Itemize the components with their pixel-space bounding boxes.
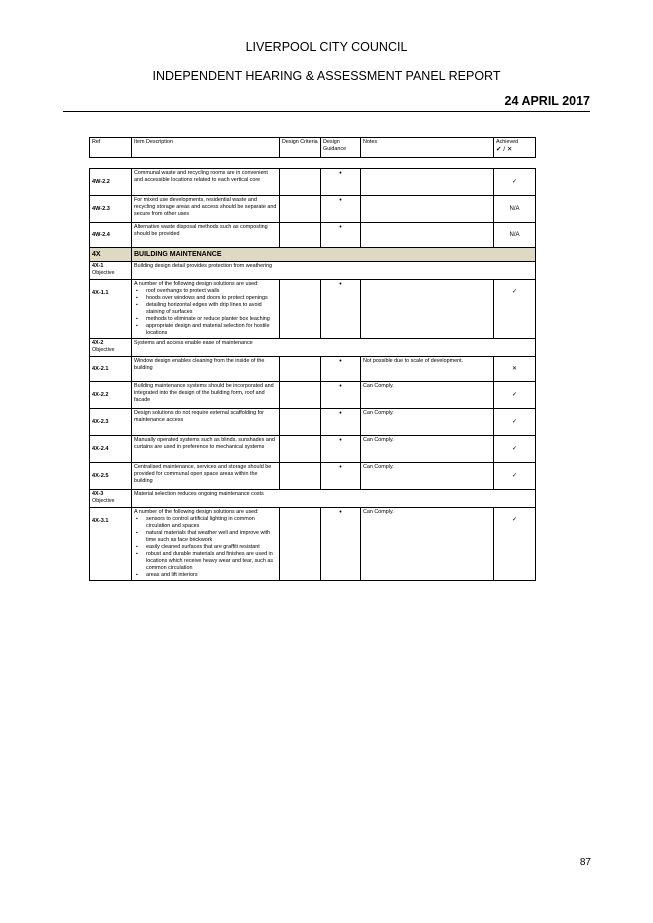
table-row	[90, 169, 536, 196]
list-item: ▪ roof overhangs to protect walls	[146, 288, 277, 295]
table-row	[90, 196, 536, 223]
row-achieved: ✓	[494, 169, 536, 196]
row-guidance-dot: •	[321, 463, 361, 490]
row-ref: 4X-1.1	[90, 280, 132, 339]
list-item: ▪ hoods over windows and doors to protect openings	[146, 295, 277, 302]
row-description-intro: A number of the following design solutions are used:	[134, 509, 259, 515]
objective-ref	[90, 262, 132, 280]
row-guidance-dot: •	[321, 409, 361, 436]
row-description	[132, 508, 280, 581]
row-ref: 4X-3.1	[90, 508, 132, 581]
objective-ref	[90, 339, 132, 357]
section-title: BUILDING MAINTENANCE	[132, 248, 536, 262]
design-solution-list	[134, 516, 277, 579]
column-header-row	[90, 138, 536, 158]
row-notes: Can Comply.	[361, 409, 494, 436]
row-criteria	[280, 382, 321, 409]
row-guidance-dot: •	[321, 436, 361, 463]
row-criteria	[280, 280, 321, 339]
row-ref: 4X-2.2	[90, 382, 132, 409]
row-description: Window design enables cleaning from the inside of the building	[132, 357, 280, 382]
row-achieved: ✓	[494, 463, 536, 490]
page-number: 87	[579, 857, 591, 868]
row-guidance-dot: •	[321, 223, 361, 248]
section-ref: 4X	[90, 248, 132, 262]
row-achieved: N/A	[494, 223, 536, 248]
row-notes: Can Comply.	[361, 463, 494, 490]
row-notes	[361, 223, 494, 248]
objective-ref-code: 4X-1	[92, 263, 104, 269]
row-criteria	[280, 463, 321, 490]
list-item: ▪ appropriate design and material selection for hostile locations	[146, 323, 277, 337]
list-item: ▪ detailing horizontal edges with drip lines to avoid staining of surfaces	[146, 302, 277, 316]
row-notes: Can Comply.	[361, 508, 494, 581]
report-date: 24 APRIL 2017	[504, 94, 590, 108]
row-ref: 4W-2.3	[90, 196, 132, 223]
council-name: LIVERPOOL CITY COUNCIL	[245, 40, 408, 54]
row-ref: 4W-2.4	[90, 223, 132, 248]
row-criteria	[280, 436, 321, 463]
table-row	[90, 223, 536, 248]
objective-row	[90, 262, 536, 280]
col-notes: Notes	[361, 138, 494, 158]
col-design-guidance: Design Guidance	[321, 138, 361, 158]
row-criteria	[280, 169, 321, 196]
col-ref: Ref	[90, 138, 132, 158]
objective-row	[90, 490, 536, 508]
col-design-criteria: Design Criteria	[280, 138, 321, 158]
table-row	[90, 382, 536, 409]
col-achieved-symbols: ✔ / ✕	[496, 146, 513, 153]
row-achieved: ✓	[494, 508, 536, 581]
row-ref: 4W-2.2	[90, 169, 132, 196]
row-notes: Not possible due to scale of development.	[361, 357, 494, 382]
objective-ref-code: 4X-2	[92, 340, 104, 346]
list-item: ▪ natural materials that weather well and improve with time such as face brickwork	[146, 530, 277, 544]
row-ref: 4X-2.4	[90, 436, 132, 463]
row-guidance-dot: •	[321, 196, 361, 223]
row-description: Building maintenance systems should be incorporated and integrated into the design of the building form, roof and facade	[132, 382, 280, 409]
row-achieved: ✕	[494, 357, 536, 382]
list-item: ▪ robust and durable materials and finishes are used in locations which receive heavy wear and tear, such as common circulation	[146, 551, 277, 572]
row-notes	[361, 196, 494, 223]
table-row	[90, 508, 536, 581]
table-row	[90, 357, 536, 382]
objective-ref-code: 4X-3	[92, 491, 104, 497]
assessment-table	[89, 168, 536, 581]
objective-description: Systems and access enable ease of maintenance	[132, 339, 536, 357]
row-criteria	[280, 508, 321, 581]
objective-description: Material selection reduces ongoing maintenance costs	[132, 490, 536, 508]
header-rule	[63, 111, 590, 112]
row-achieved: ✓	[494, 382, 536, 409]
row-criteria	[280, 196, 321, 223]
row-ref: 4X-2.3	[90, 409, 132, 436]
row-guidance-dot: •	[321, 382, 361, 409]
list-item: ▪ sensors to control artificial lighting in common circulation and spaces	[146, 516, 277, 530]
section-header-row	[90, 248, 536, 262]
row-guidance-dot: •	[321, 357, 361, 382]
table-row	[90, 409, 536, 436]
report-title: INDEPENDENT HEARING & ASSESSMENT PANEL REPORT	[152, 69, 501, 83]
design-solution-list	[134, 288, 277, 337]
row-description	[132, 280, 280, 339]
row-guidance-dot: •	[321, 508, 361, 581]
row-notes	[361, 280, 494, 339]
list-item: ▪ easily cleaned surfaces that are graffiti resistant	[146, 544, 277, 551]
row-notes	[361, 169, 494, 196]
row-description: Design solutions do not require external scaffolding for maintenance access	[132, 409, 280, 436]
objective-ref-label: Objective	[92, 498, 115, 504]
row-description: Alternative waste disposal methods such as composting should be provided	[132, 223, 280, 248]
row-criteria	[280, 223, 321, 248]
row-description: For mixed use developments, residential waste and recycling storage areas and access should be separate and secure from other uses	[132, 196, 280, 223]
row-criteria	[280, 357, 321, 382]
row-description: Communal waste and recycling rooms are in convenient and accessible locations related to each vertical core	[132, 169, 280, 196]
row-achieved: ✓	[494, 280, 536, 339]
row-description: Manually operated systems such as blinds, sunshades and curtains are used in preference to mechanical systems	[132, 436, 280, 463]
objective-description: Building design detail provides protection from weathering	[132, 262, 536, 280]
objective-ref-label: Objective	[92, 347, 115, 353]
row-description-intro: A number of the following design solutions are used:	[134, 281, 259, 287]
row-notes: Can Comply.	[361, 382, 494, 409]
row-achieved: ✓	[494, 409, 536, 436]
row-description: Centralised maintenance, services and storage should be provided for communal open space areas within the building	[132, 463, 280, 490]
table-row	[90, 463, 536, 490]
objective-ref-label: Objective	[92, 270, 115, 276]
list-item: ▪ areas and lift interiors	[146, 572, 277, 579]
row-criteria	[280, 409, 321, 436]
objective-row	[90, 339, 536, 357]
col-achieved-label: Achieved	[496, 139, 519, 145]
row-achieved: N/A	[494, 196, 536, 223]
row-guidance-dot: •	[321, 169, 361, 196]
row-notes: Can Comply.	[361, 436, 494, 463]
list-item: ▪ methods to eliminate or reduce planter box leaching	[146, 316, 277, 323]
table-row	[90, 436, 536, 463]
row-ref: 4X-2.5	[90, 463, 132, 490]
table-row	[90, 280, 536, 339]
row-guidance-dot: •	[321, 280, 361, 339]
row-achieved: ✓	[494, 436, 536, 463]
col-item-description: Item Description	[132, 138, 280, 158]
col-achieved	[494, 138, 536, 158]
row-ref: 4X-2.1	[90, 357, 132, 382]
column-header-table	[89, 137, 536, 158]
objective-ref	[90, 490, 132, 508]
